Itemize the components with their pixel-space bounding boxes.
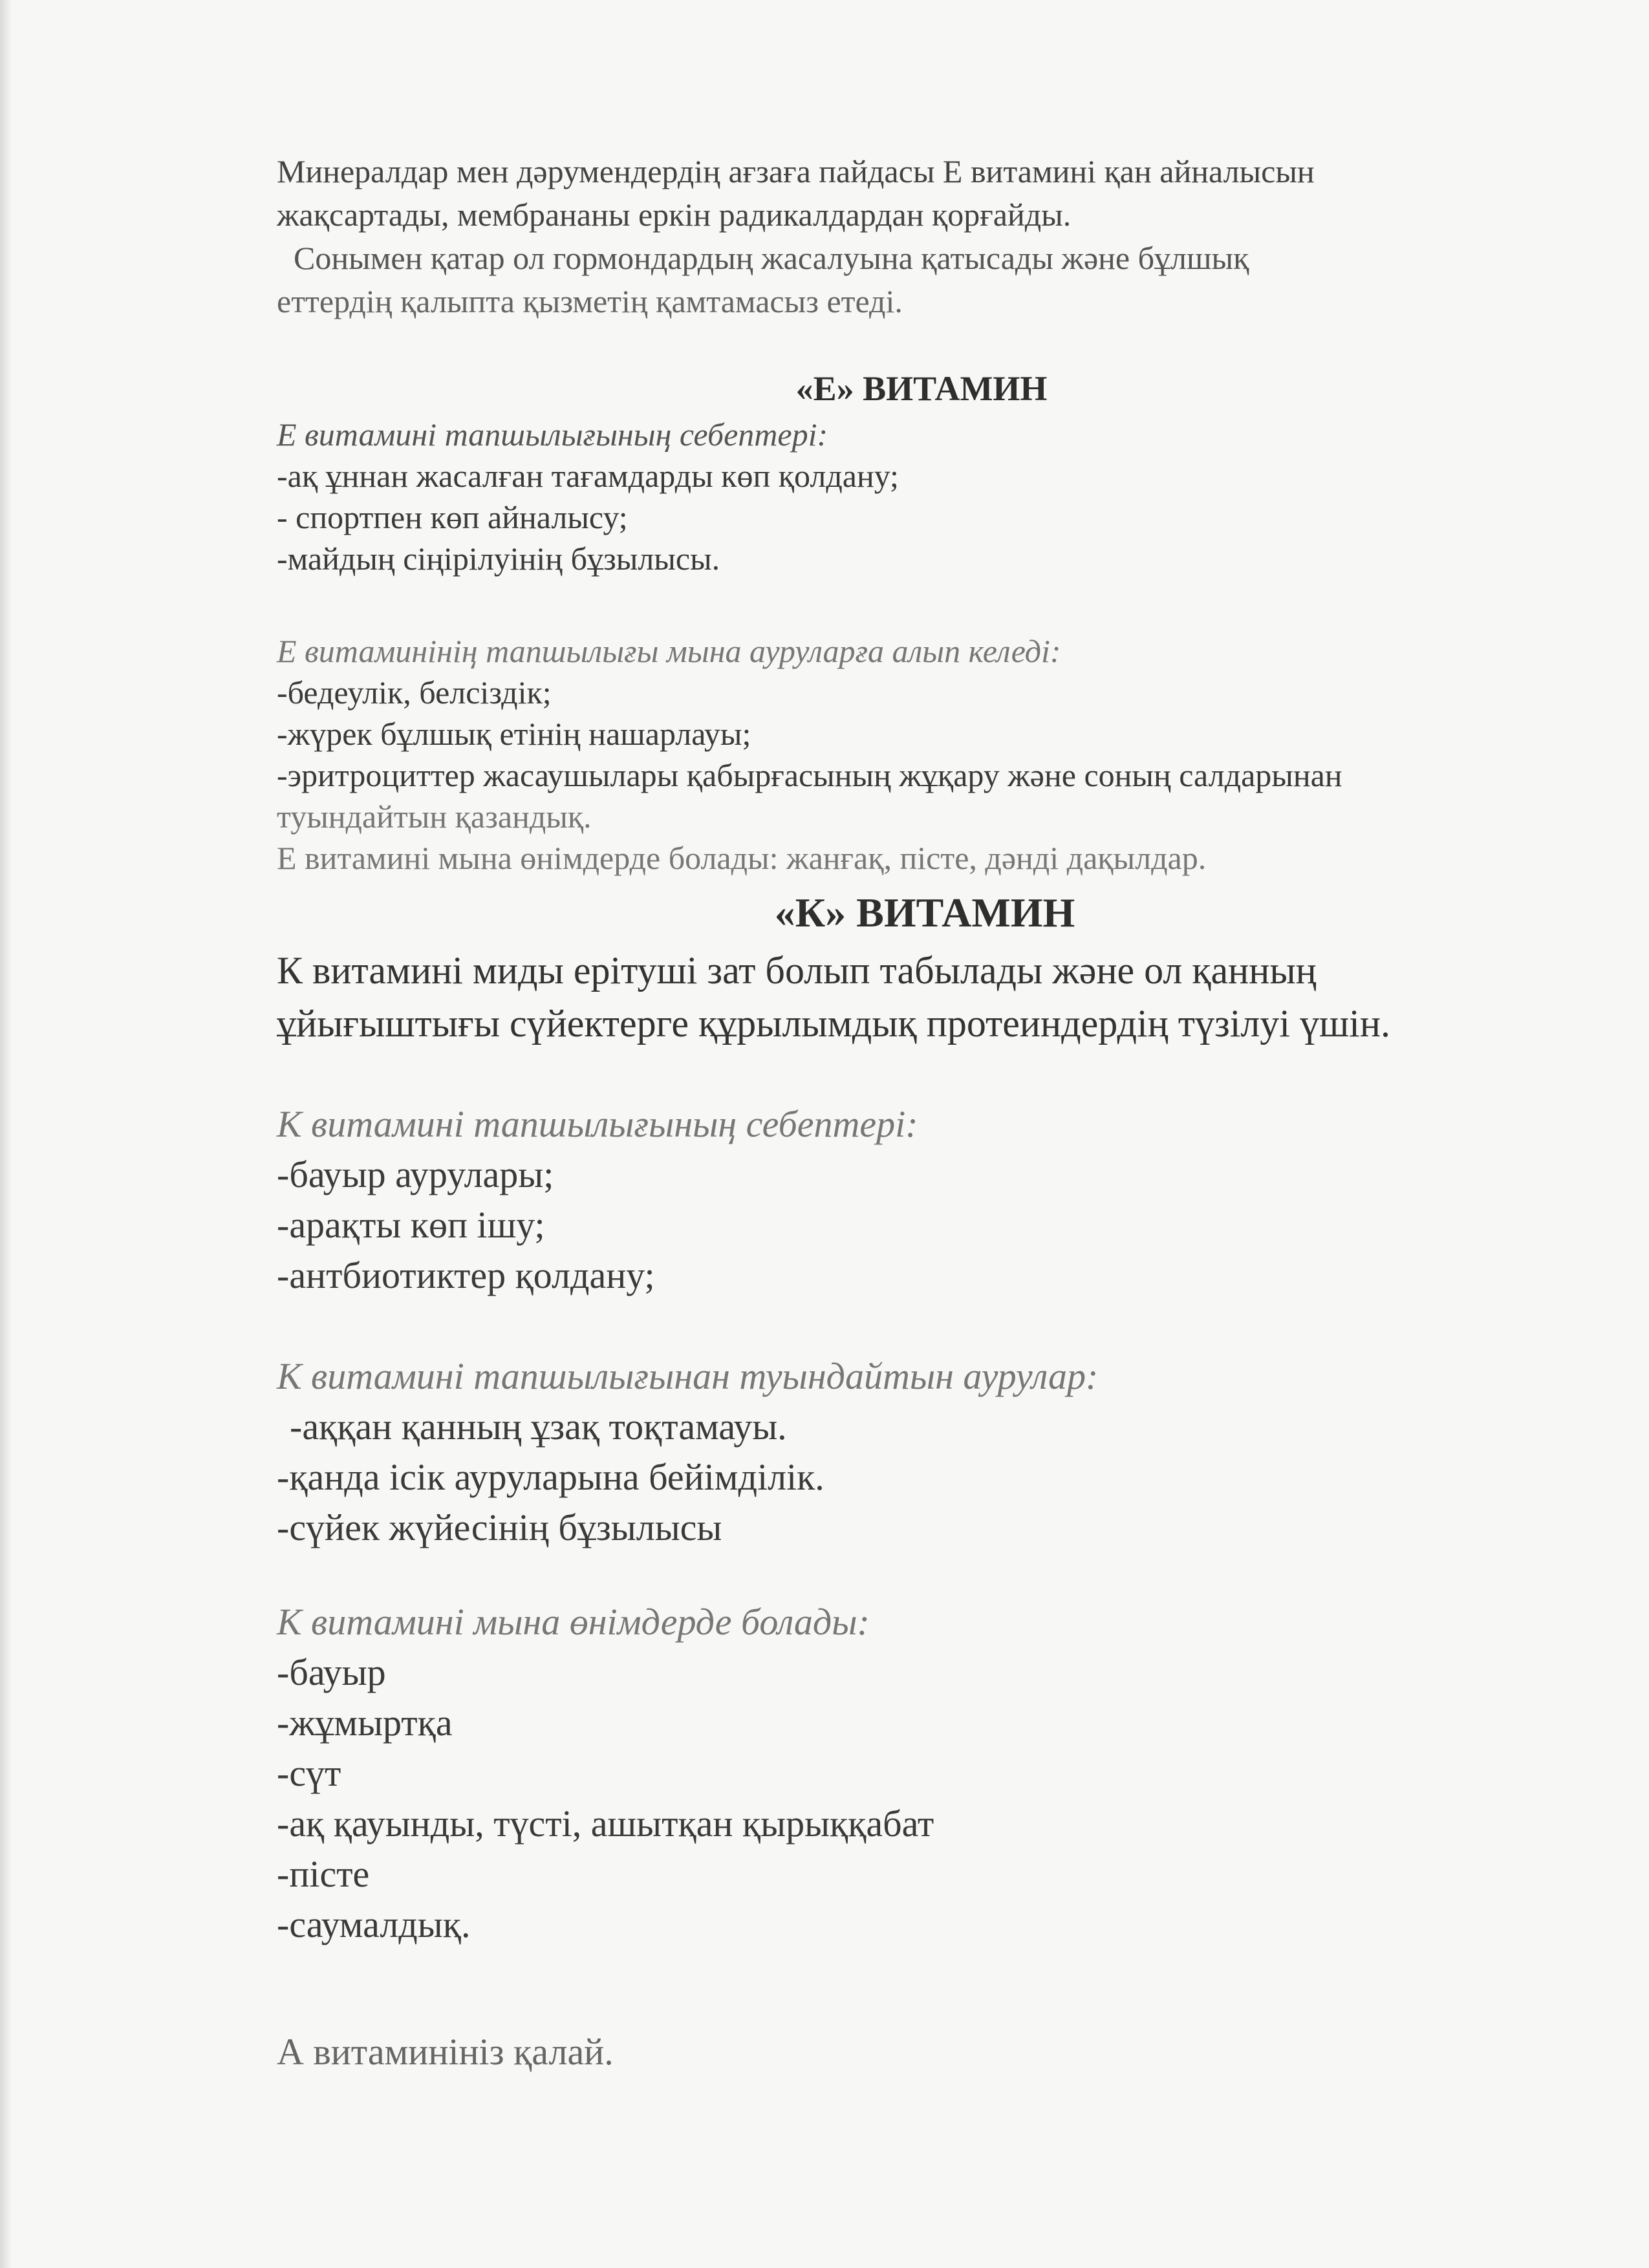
- section-title: Е витаминінің тапшылығы мына ауруларға алып келеді:: [277, 633, 1061, 669]
- list-item: -сүт: [277, 1752, 341, 1794]
- list-item: -арақты көп ішу;: [277, 1204, 545, 1246]
- vitamin-k-heading: «К» ВИТАМИН: [774, 890, 1075, 936]
- intro-line: жақсартады, мембрананы еркін радикалдардан қорғайды.: [277, 197, 1072, 233]
- list-item: -эритроциттер жасаушылары қабырғасының жұқару және соның салдарынан: [277, 757, 1342, 793]
- section-title: К витамині тапшылығының себептері:: [277, 1103, 918, 1145]
- section-title: К витамині мына өнімдерде болады:: [277, 1601, 870, 1643]
- list-item: -сүйек жүйесінің бұзылысы: [277, 1506, 722, 1548]
- list-item: -ақ қауынды, түсті, ашытқан қырыққабат: [277, 1803, 934, 1845]
- scan-edge-shadow: [0, 0, 12, 2268]
- vitamin-e-diseases: [277, 630, 1538, 879]
- intro-line: еттердің қалыпта қызметің қамтамасыз етеді.: [277, 283, 903, 319]
- vitamin-k-causes: [277, 1099, 1538, 1301]
- list-item: -бауыр аурулары;: [277, 1153, 554, 1195]
- list-item: -антбиотиктер қолдану;: [277, 1254, 655, 1296]
- list-item: -майдың сіңірілуінің бұзылысы.: [277, 540, 720, 577]
- intro-line: К витамині миды ерітуші зат болып табылады және ол қанның: [277, 949, 1317, 992]
- list-item: -саумалдық.: [277, 1903, 471, 1945]
- list-item: -бедеулік, белсіздік;: [277, 674, 552, 711]
- intro-line: Сонымен қатар ол гормондардың жасалуына қатысады және бұлшық: [294, 240, 1249, 276]
- intro-line: ұйығыштығы сүйектерге құрылымдық протеиндердің түзілуі үшін.: [277, 1002, 1390, 1045]
- vitamin-e-causes: [277, 414, 1538, 579]
- list-item: туындайтын қазандық.: [277, 798, 592, 835]
- list-item: -ақ ұннан жасалған тағамдарды көп қолдану;: [277, 458, 899, 494]
- section-title: К витамині тапшылығынан туындайтын аурулар:: [277, 1355, 1099, 1397]
- section-title: Е витамині тапшылығының себептері:: [277, 416, 828, 453]
- vitamin-k-intro: [277, 944, 1538, 1050]
- vitamin-e-sources: Е витамині мына өнімдерде болады: жанғақ, пісте, дәнді дақылдар.: [277, 840, 1207, 876]
- intro-paragraph: [277, 150, 1538, 323]
- list-item: -жұмыртқа: [277, 1702, 453, 1744]
- list-item: -қанда ісік ауруларына бейімділік.: [277, 1456, 824, 1498]
- list-item: -пісте: [277, 1853, 370, 1895]
- vitamin-k-sources: [277, 1597, 1538, 1950]
- list-item: -жүрек бұлшық етінің нашарлауы;: [277, 716, 751, 752]
- vitamin-k-diseases: [277, 1351, 1538, 1553]
- vitamin-e-heading: «Е» ВИТАМИН: [795, 369, 1048, 408]
- list-item: - спортпен көп айналысу;: [277, 499, 628, 535]
- list-item: -аққан қанның ұзақ тоқтамауы.: [290, 1406, 787, 1448]
- closing-line: А витаминініз қалай.: [277, 2031, 614, 2073]
- intro-line: Минералдар мен дәрумендердің ағзаға пайдасы Е витамині қан айналысын: [277, 153, 1315, 189]
- list-item: -бауыр: [277, 1651, 386, 1693]
